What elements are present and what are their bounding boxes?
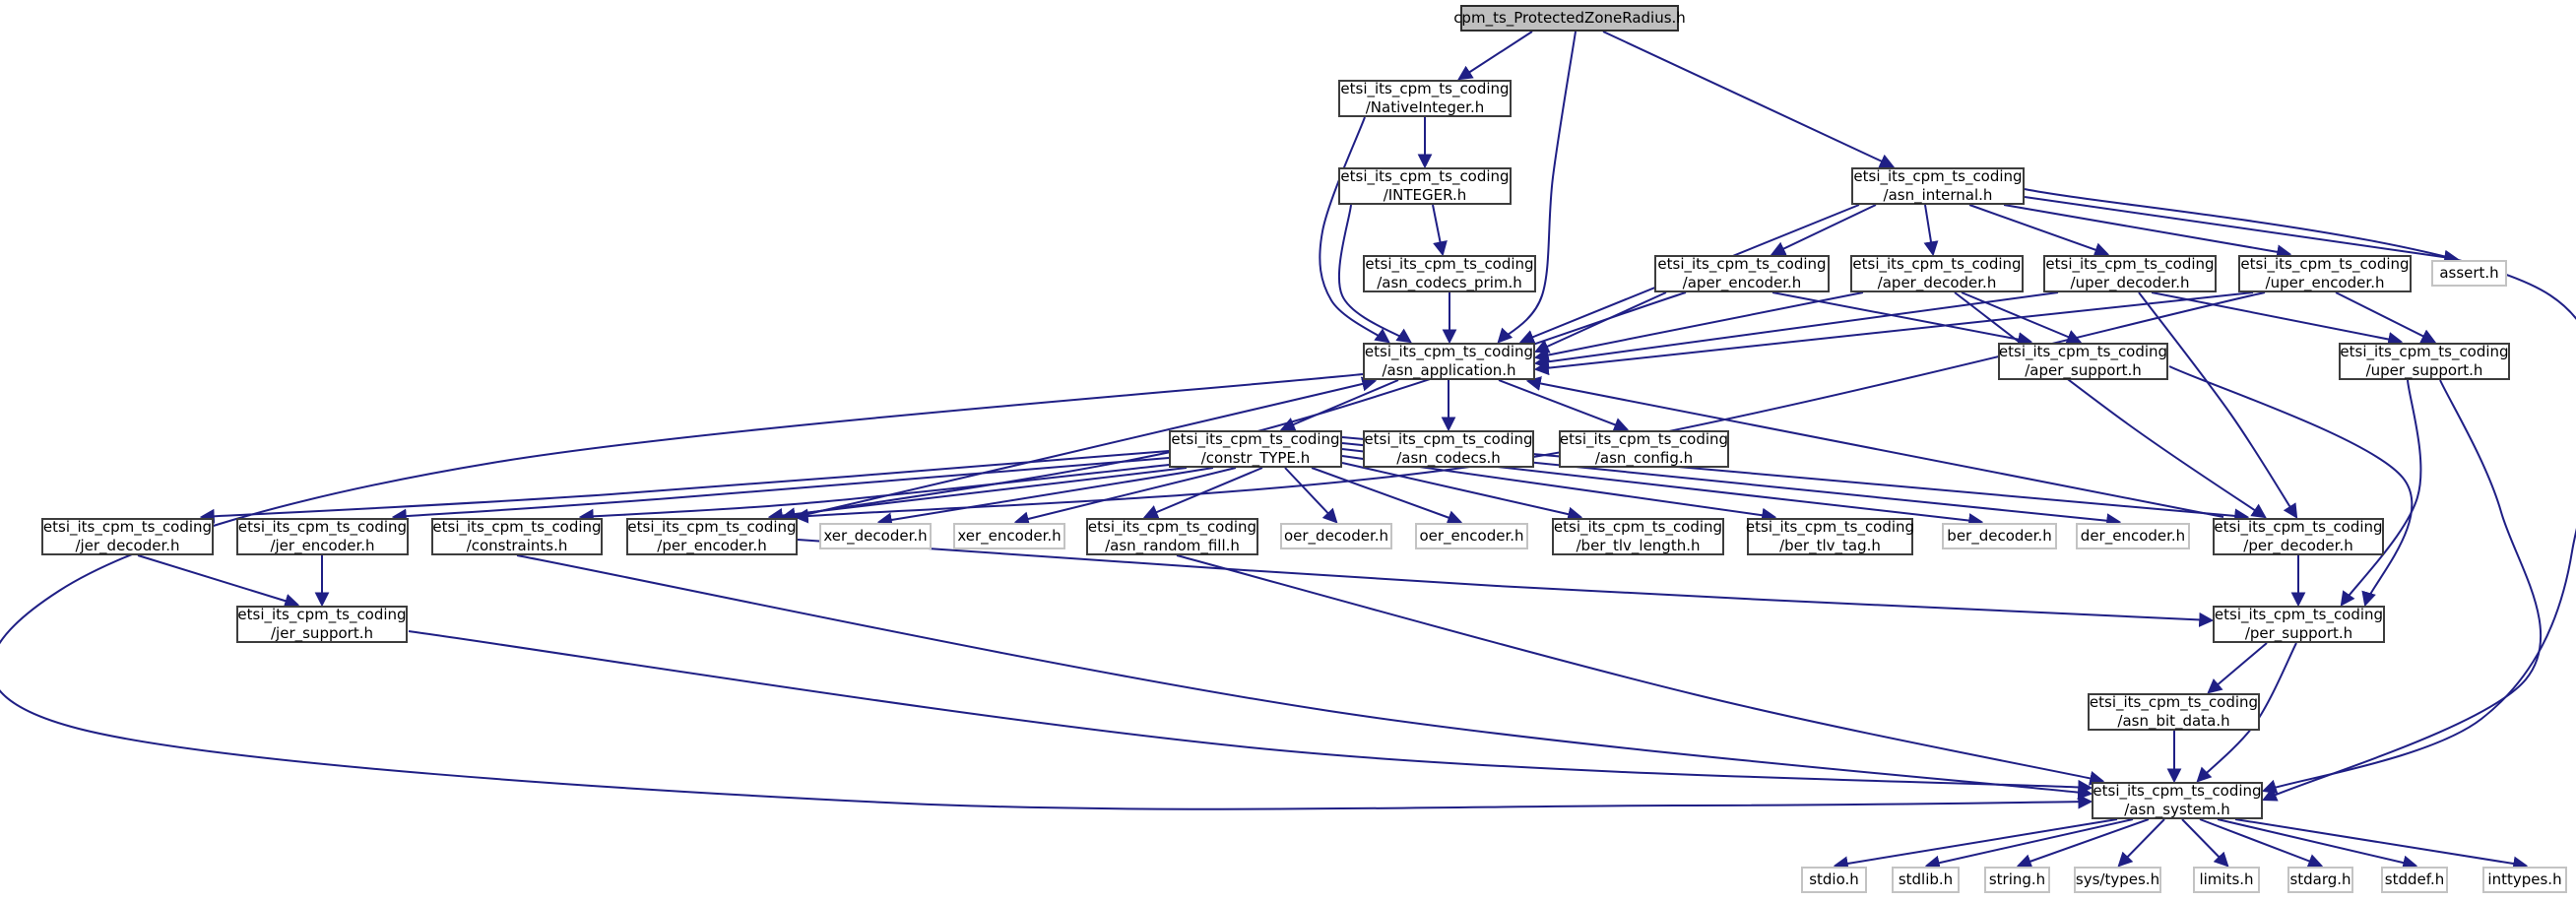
node-label: /uper_support.h	[2365, 361, 2483, 379]
node-aper_support[interactable]	[1998, 343, 2168, 380]
edge-uper_decoder-per_decoder	[2139, 292, 2296, 517]
node-asn_application[interactable]	[1363, 343, 1535, 380]
node-label: etsi_its_cpm_ts_coding	[1657, 255, 1827, 273]
node-label: etsi_its_cpm_ts_coding	[1365, 255, 1534, 273]
node-label: /aper_decoder.h	[1877, 274, 1997, 291]
node-stddef	[2381, 867, 2448, 893]
node-asn_codecs[interactable]	[1363, 430, 1534, 468]
edge-asn_system-stdarg	[2200, 819, 2321, 866]
node-asn_random_fill[interactable]	[1086, 518, 1258, 555]
node-sys_types	[2074, 867, 2161, 893]
node-label: etsi_its_cpm_ts_coding	[1340, 167, 1510, 185]
node-label: /per_support.h	[2244, 624, 2353, 642]
node-nativeinteger[interactable]	[1338, 80, 1512, 117]
node-label: sys/types.h	[2075, 870, 2160, 888]
edge-aper_support-per_support	[2169, 366, 2412, 605]
node-label: /uper_decoder.h	[2070, 274, 2190, 291]
node-label: /aper_support.h	[2025, 361, 2142, 379]
node-asn_internal[interactable]	[1851, 167, 2025, 205]
node-jer_support[interactable]	[236, 606, 408, 643]
node-label: etsi_its_cpm_ts_coding	[42, 518, 213, 536]
node-label: /asn_system.h	[2124, 801, 2230, 818]
node-label: limits.h	[2199, 870, 2254, 888]
node-stdarg	[2287, 867, 2353, 893]
node-string	[1984, 867, 2050, 893]
edge-asn_random_fill-asn_system	[1177, 555, 2102, 781]
node-per_decoder[interactable]	[2213, 518, 2384, 555]
node-label: etsi_its_cpm_ts_coding	[1852, 255, 2022, 273]
node-label: etsi_its_cpm_ts_coding	[1559, 430, 1729, 448]
node-label: /ber_tlv_tag.h	[1779, 537, 1881, 554]
node-label: /jer_decoder.h	[75, 537, 180, 554]
node-xer_decoder	[819, 523, 932, 549]
node-aper_encoder[interactable]	[1654, 255, 1830, 292]
node-jer_encoder[interactable]	[236, 518, 409, 555]
node-label: /constraints.h	[466, 537, 568, 554]
node-main	[1453, 5, 1686, 32]
node-label: /NativeInteger.h	[1365, 98, 1485, 116]
node-label: /asn_codecs_prim.h	[1377, 274, 1522, 291]
edge-uper_encoder-uper_support	[2336, 292, 2434, 342]
edge-aper_encoder-aper_support	[1772, 292, 2030, 342]
node-label: etsi_its_cpm_ts_coding	[237, 518, 408, 536]
node-uper_support[interactable]	[2339, 343, 2510, 380]
node-limits	[2193, 867, 2260, 893]
edge-jer_support-asn_system	[409, 631, 2091, 788]
node-stdio	[1801, 867, 1867, 893]
node-stdlib	[1892, 867, 1960, 893]
node-label: ber_decoder.h	[1947, 527, 2052, 545]
node-label: etsi_its_cpm_ts_coding	[1998, 343, 2168, 360]
node-label: /asn_internal.h	[1883, 186, 1993, 204]
node-label: etsi_its_cpm_ts_coding	[627, 518, 797, 536]
edge-asn_system-stdlib	[1927, 819, 2133, 866]
edge-jer_decoder-jer_support	[138, 555, 297, 605]
node-label: inttypes.h	[2487, 870, 2562, 888]
edge-constr_type-jer_encoder	[394, 458, 1169, 517]
edge-constr_type-oer_decoder	[1285, 468, 1336, 522]
node-asn_bit_data[interactable]	[2088, 693, 2260, 731]
edge-per_support-asn_bit_data	[2209, 643, 2267, 692]
node-label: /aper_encoder.h	[1682, 274, 1802, 291]
node-oer_decoder	[1280, 523, 1392, 549]
node-label: etsi_its_cpm_ts_coding	[237, 606, 407, 623]
node-label: stdlib.h	[1898, 870, 1954, 888]
node-label: /INTEGER.h	[1383, 186, 1467, 204]
edge-asn_application-asn_system	[0, 374, 2091, 809]
node-label: /per_decoder.h	[2243, 537, 2353, 554]
edge-asn_system-stdio	[1835, 819, 2117, 866]
edge-asn_system-sys_types	[2119, 819, 2164, 866]
node-label: /asn_codecs.h	[1396, 449, 1501, 467]
edge-asn_internal-aper_decoder	[1925, 205, 1933, 254]
node-xer_encoder	[953, 523, 1065, 549]
node-label: etsi_its_cpm_ts_coding	[1853, 167, 2023, 185]
node-label: /jer_encoder.h	[270, 537, 375, 554]
edge-asn_application-constr_type	[1282, 380, 1398, 429]
node-label: etsi_its_cpm_ts_coding	[2214, 606, 2384, 623]
edge-constr_type-per_encoder	[770, 468, 1187, 517]
node-label: oer_decoder.h	[1283, 527, 1389, 545]
node-uper_encoder[interactable]	[2238, 255, 2412, 292]
node-ber_decoder	[1942, 523, 2057, 549]
edge-constr_type-oer_encoder	[1312, 468, 1460, 522]
node-label: /asn_application.h	[1382, 361, 1516, 379]
node-label: etsi_its_cpm_ts_coding	[1745, 518, 1915, 536]
node-label: /ber_tlv_length.h	[1576, 537, 1701, 554]
node-assert	[2431, 260, 2507, 287]
node-jer_decoder[interactable]	[41, 518, 214, 555]
edge-integer-codecs_prim	[1433, 205, 1443, 254]
node-aper_decoder[interactable]	[1850, 255, 2024, 292]
node-label: etsi_its_cpm_ts_coding	[2214, 518, 2383, 536]
node-label: etsi_its_cpm_ts_coding	[2045, 255, 2215, 273]
edge-uper_support-per_support	[2342, 380, 2420, 605]
node-label: cpm_ts_ProtectedZoneRadius.h	[1453, 9, 1686, 27]
node-label: /per_encoder.h	[657, 537, 767, 554]
node-label: etsi_its_cpm_ts_coding	[1171, 430, 1340, 448]
node-per_encoder[interactable]	[626, 518, 798, 555]
edge-main-nativeinteger	[1459, 32, 1532, 79]
node-inttypes	[2482, 867, 2567, 893]
node-label: etsi_its_cpm_ts_coding	[432, 518, 602, 536]
node-per_support[interactable]	[2213, 606, 2385, 643]
edge-asn_internal-uper_decoder	[1969, 205, 2107, 254]
node-label: stddef.h	[2384, 870, 2445, 888]
edge-uper_support-asn_system	[2264, 380, 2541, 800]
node-label: etsi_its_cpm_ts_coding	[1364, 430, 1533, 448]
node-label: etsi_its_cpm_ts_coding	[1087, 518, 1257, 536]
edge-asn_internal-assert	[2025, 197, 2457, 259]
node-label: stdio.h	[1809, 870, 1859, 888]
node-label: etsi_its_cpm_ts_coding	[2093, 782, 2262, 800]
node-ber_tlv_length[interactable]	[1552, 518, 1724, 555]
node-label: etsi_its_cpm_ts_coding	[2340, 343, 2509, 360]
node-codecs_prim[interactable]	[1363, 255, 1536, 292]
node-label: string.h	[1988, 870, 2046, 888]
node-label: /asn_config.h	[1594, 449, 1694, 467]
node-label: stdarg.h	[2289, 870, 2351, 888]
node-label: xer_encoder.h	[957, 527, 1062, 545]
node-integer[interactable]	[1338, 167, 1512, 205]
edge-asn_system-string	[2019, 819, 2149, 866]
node-label: etsi_its_cpm_ts_coding	[1553, 518, 1723, 536]
node-label: /jer_support.h	[271, 624, 373, 642]
node-asn_system[interactable]	[2092, 782, 2263, 819]
node-label: etsi_its_cpm_ts_coding	[2240, 255, 2410, 273]
node-der_encoder	[2076, 523, 2190, 549]
node-label: xer_decoder.h	[823, 527, 928, 545]
edge-aper_decoder-per_decoder	[1955, 292, 2265, 517]
node-constraints[interactable]	[431, 518, 603, 555]
edge-nativeinteger-asn_application	[1320, 117, 1388, 342]
edge-asn_system-inttypes	[2235, 819, 2526, 866]
node-label: etsi_its_cpm_ts_coding	[1364, 343, 1534, 360]
edge-constr_type-jer_decoder	[202, 451, 1169, 517]
node-constr_type[interactable]	[1169, 430, 1342, 468]
edge-main-asn_internal	[1603, 32, 1893, 166]
node-label: /asn_bit_data.h	[2117, 712, 2230, 730]
node-ber_tlv_tag[interactable]	[1747, 518, 1913, 555]
edge-aper_encoder-per_encoder	[783, 292, 1686, 517]
node-label: etsi_its_cpm_ts_coding	[1340, 80, 1510, 97]
node-label: assert.h	[2439, 264, 2499, 282]
node-label: etsi_its_cpm_ts_coding	[2089, 693, 2259, 711]
node-label: /constr_TYPE.h	[1200, 449, 1311, 467]
edge-constr_type-ber_tlv_length	[1342, 463, 1580, 517]
edge-per_encoder-per_support	[798, 540, 2212, 620]
node-asn_config[interactable]	[1559, 430, 1729, 468]
node-oer_encoder	[1415, 523, 1528, 549]
node-label: /uper_encoder.h	[2265, 274, 2385, 291]
edge-asn_internal-aper_encoder	[1772, 205, 1876, 254]
node-label: der_encoder.h	[2080, 527, 2186, 545]
node-label: /asn_random_fill.h	[1105, 537, 1240, 554]
node-label: oer_encoder.h	[1419, 527, 1524, 545]
node-uper_decoder[interactable]	[2043, 255, 2217, 292]
